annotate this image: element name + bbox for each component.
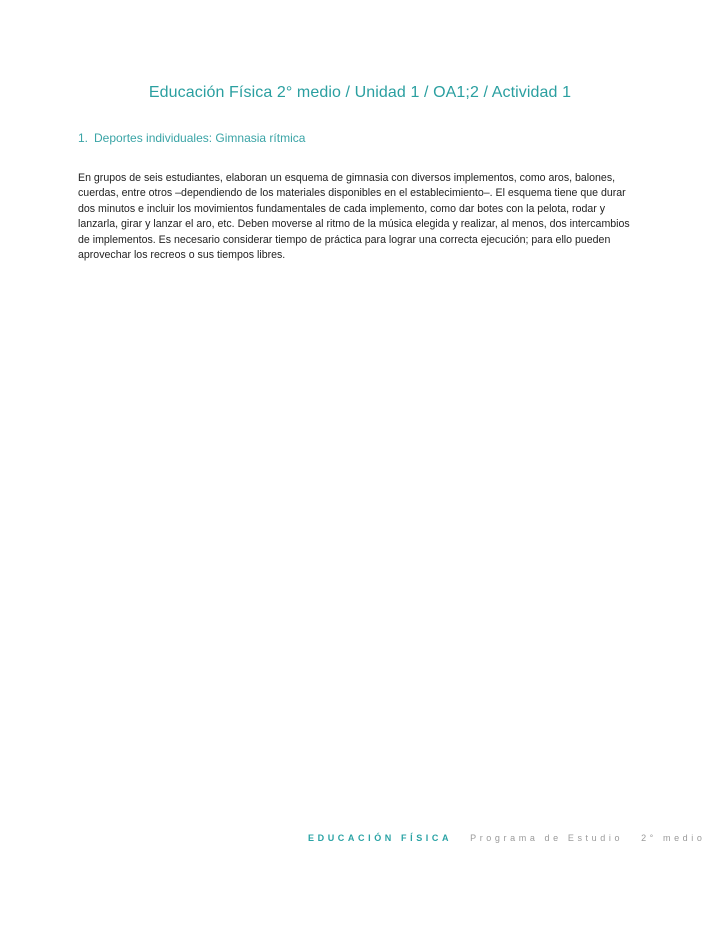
page-title: Educación Física 2° medio / Unidad 1 / OA1;2 / Actividad 1 [148,84,572,101]
section-title: Deportes individuales: Gimnasia rítmica [94,131,306,145]
footer-program: Programa de Estudio [470,833,624,843]
footer-grade: 2° medio [641,833,706,843]
activity-description [78,171,632,263]
section-number: 1. [78,131,89,145]
page-footer [308,833,705,843]
footer-subject: EDUCACIÓN FÍSICA [308,833,453,843]
section-heading [78,131,305,145]
activity-paragraph: En grupos de seis estudiantes, elaboran un esquema de gimnasia con diversos implementos, como aros, balones, cuerdas, entre otros –dependiendo de los materiales disponibles en el establecimiento–. El esquema tiene que durar dos minutos e incluir los movimientos fundamentales de cada implemento, como dar botes con la pelota, rodar y lanzarla, girar y lanzar el aro, etc. Deben moverse al ritmo de la música elegida y realizar, al menos, dos intercambios de implementos. Es necesario considerar tiempo de práctica para lograr una correcta ejecución; para ello pueden aprovechar los recreos o sus tiempos libres. [78,172,630,262]
